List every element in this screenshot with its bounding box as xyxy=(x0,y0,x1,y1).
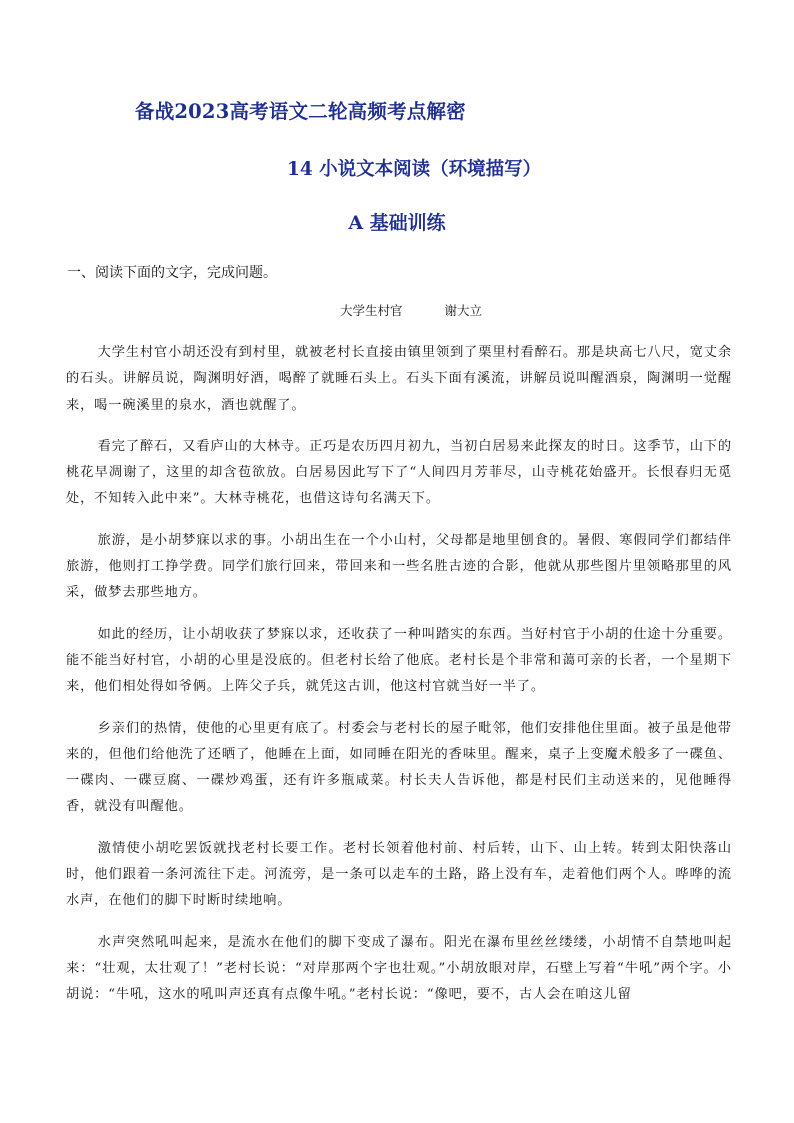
document-title: 备战2023高考语文二轮高频考点解密 xyxy=(135,100,466,123)
paragraph: 激情使小胡吃罢饭就找老村长要工作。老村长领着他村前、村后转，山下、山上转。转到太阳快落山时，他们跟着一条河流往下走。河流旁，是一条可以走车的土路，路上没有车，走着他们两个人。哗哗的流水声，在他们的脚下时断时续地响。 xyxy=(66,840,732,909)
article-title: 大学生村官 xyxy=(340,303,403,318)
paragraph: 乡亲们的热情，使他的心里更有底了。村委会与老村长的屋子毗邻，他们安排他住里面。被子虽是他带来的，但他们给他洗了还晒了，他睡在上面，如同睡在阳光的香味里。醒来，桌子上变魔术般多了一碟鱼、一碟肉、一碟豆腐、一碟炒鸡蛋，还有许多瓶咸菜。村长夫人告诉他，都是村民们主动送来的，见他睡得香，就没有叫醒他。 xyxy=(66,720,732,815)
article-body xyxy=(66,340,732,1009)
section-heading: A 基础训练 xyxy=(348,212,446,234)
paragraph: 如此的经历，让小胡收获了梦寐以求，还收获了一种叫踏实的东西。当好村官于小胡的仕途十分重要。能不能当好村官，小胡的心里是没底的。但老村长给了他底。老村长是个非常和蔼可亲的长者，一个星期下来，他们相处得如爷俩。上阵父子兵，就凭这古训，他这村官就当好一半了。 xyxy=(66,626,732,695)
article-byline xyxy=(340,301,482,319)
paragraph: 看完了醉石，又看庐山的大林寺。正巧是农历四月初九，当初白居易来此探友的时日。这季节，山下的桃花早凋谢了，这里的却含苞欲放。白居易因此写下了“人间四月芳菲尽，山寺桃花始盛开。长恨春归无觅处，不知转入此中来”。大林寺桃花，也借这诗句名满天下。 xyxy=(66,438,732,507)
article-author: 谢大立 xyxy=(444,303,483,318)
paragraph: 旅游，是小胡梦寐以求的事。小胡出生在一个小山村，父母都是地里刨食的。暑假、寒假同学们都结伴旅游，他则打工挣学费。同学们旅行回来，带回来和一些名胜古迹的合影，他就从那些图片里领略那里的风采，做梦去那些地方。 xyxy=(66,532,732,601)
document-subtitle: 14 小说文本阅读（环境描写） xyxy=(287,159,542,180)
question-prompt: 一、阅读下面的文字，完成问题。 xyxy=(67,265,277,281)
paragraph: 大学生村官小胡还没有到村里，就被老村长直接由镇里领到了栗里村看醉石。那是块高七八尺，宽丈余的石头。讲解员说，陶渊明好酒，喝醉了就睡石头上。石头下面有溪流，讲解员说叫醒酒泉，陶渊明一觉醒来，喝一碗溪里的泉水，酒也就醒了。 xyxy=(66,345,732,413)
paragraph: 水声突然吼叫起来，是流水在他们的脚下变成了瀑布。阳光在瀑布里丝丝缕缕，小胡情不自禁地叫起来：“壮观，太壮观了！”老村长说：“对岸那两个字也壮观。”小胡放眼对岸，石壁上写着“牛吼”两个字。小胡说：“牛吼，这水的吼叫声还真有点像牛吼。”老村长说：“像吧，要不，古人会在咱这儿留 xyxy=(66,934,732,1003)
